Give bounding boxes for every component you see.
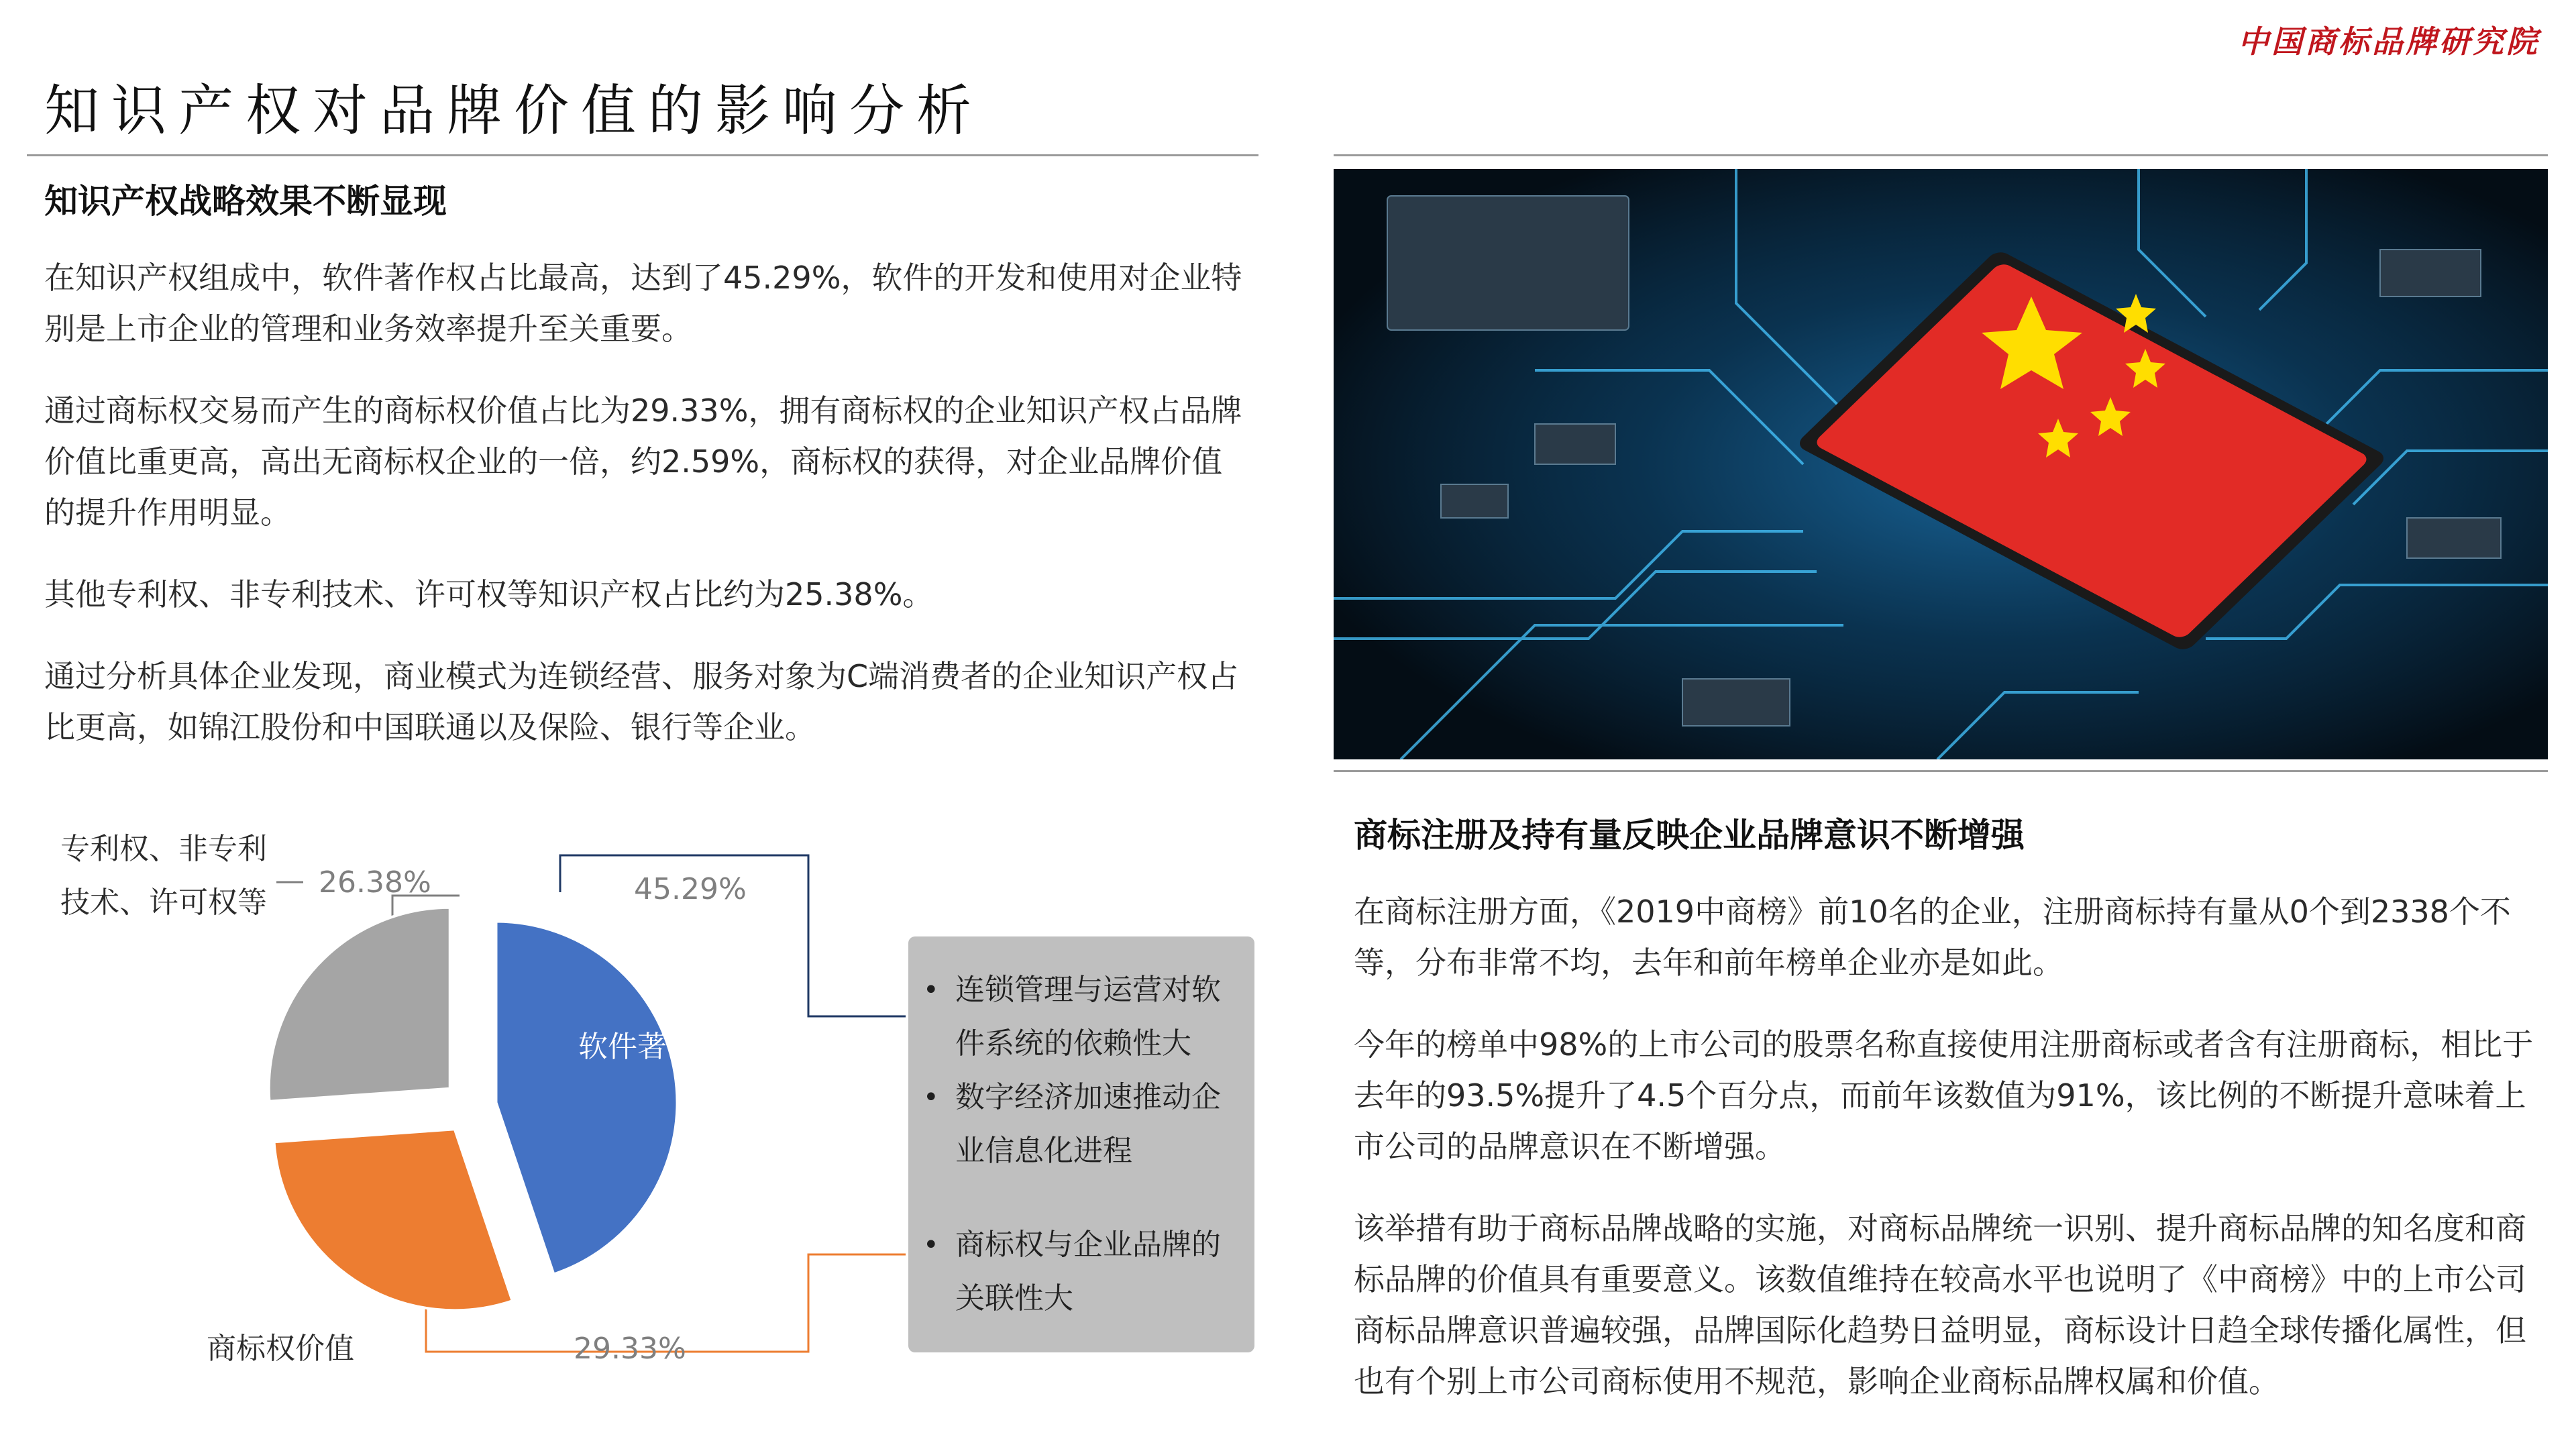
right-text-column (1354, 808, 2541, 1438)
right-section-heading: 商标注册及持有量反映企业品牌意识不断增强 (1354, 816, 2025, 855)
pie-slice (496, 922, 677, 1275)
callout-box (908, 936, 1254, 1352)
left-section-heading: 知识产权战略效果不断显现 (44, 182, 447, 221)
right-paragraph: 今年的榜单中98%的上市公司的股票名称直接使用注册商标或者含有注册商标，相比于去年的93.5%提升了4.5个百分点，而前年该数值为91%，该比例的不断提升意味着上市公司的品牌意识在不断增强。 (1354, 1026, 2534, 1165)
callout-item: • 连锁管理与运营对软件系统的依赖性大 (955, 963, 1241, 1071)
callout-item: • 数字经济加速推动企业信息化进程 (955, 1071, 1241, 1178)
pie-slice (274, 1129, 512, 1310)
photo-top-divider (1334, 154, 2548, 156)
slice-label-patent: 技术、许可权等 (60, 885, 267, 920)
circuit-chip-illustration (1334, 169, 2548, 759)
callout-item: • 商标权与企业品牌的关联性大 (955, 1218, 1241, 1326)
right-paragraph: 在商标注册方面，《2019中商榜》前10名的企业，注册商标持有量从0个到2338个不等，分布非常不均，去年和前年榜单企业亦是如此。 (1354, 894, 2511, 981)
right-paragraph: 该举措有助于商标品牌战略的实施，对商标品牌统一识别、提升商标品牌的知名度和商标品牌的价值具有重要意义。该数值维持在较高水平也说明了《中商榜》中的上市公司商标品牌意识普遍较强，品牌国际化趋势日益明显，商标设计日趋全球传播化属性，但也有个别上市公司商标使用不规范，影响企业商标品牌权属和价值。 (1354, 1210, 2526, 1399)
pie-slice (269, 908, 450, 1102)
page-title: 知识产权对品牌价值的影响分析 (44, 79, 984, 143)
photo-bottom-divider (1334, 770, 2548, 772)
slice-label-trademark: 商标权价值 (207, 1332, 354, 1366)
left-paragraph: 通过分析具体企业发现，商业模式为连锁经营、服务对象为C端消费者的企业知识产权占比更高，如锦江股份和中国联通以及保险、银行等企业。 (44, 658, 1239, 745)
brand-logo-text: 中国商标品牌研究院 (2238, 23, 2540, 60)
ip-composition-chart (40, 798, 1268, 1402)
value-label-software: 45.29% (634, 872, 747, 906)
slice-label-software: 软件著作 (578, 1030, 696, 1064)
left-paragraph: 在知识产权组成中，软件著作权占比最高，达到了45.29%，软件的开发和使用对企业特别是上市企业的管理和业务效率提升至关重要。 (44, 260, 1242, 347)
title-divider (27, 154, 1258, 156)
pie-chart (40, 798, 906, 1402)
left-text-column (44, 174, 1252, 784)
left-paragraph: 通过商标权交易而产生的商标权价值占比为29.33%，拥有商标权的企业知识产权占品牌价值比重更高，高出无商标权企业的一倍，约2.59%，商标权的获得，对企业品牌价值的提升作用明显。 (44, 392, 1242, 531)
value-label-patent: 26.38% (319, 865, 431, 900)
value-label-trademark: 29.33% (574, 1332, 686, 1366)
left-paragraph: 其他专利权、非专利技术、许可权等知识产权占比约为25.38%。 (44, 576, 934, 612)
circuit-chip-photo (1334, 169, 2548, 759)
slice-label-patent: 专利权、非专利 (60, 832, 267, 866)
